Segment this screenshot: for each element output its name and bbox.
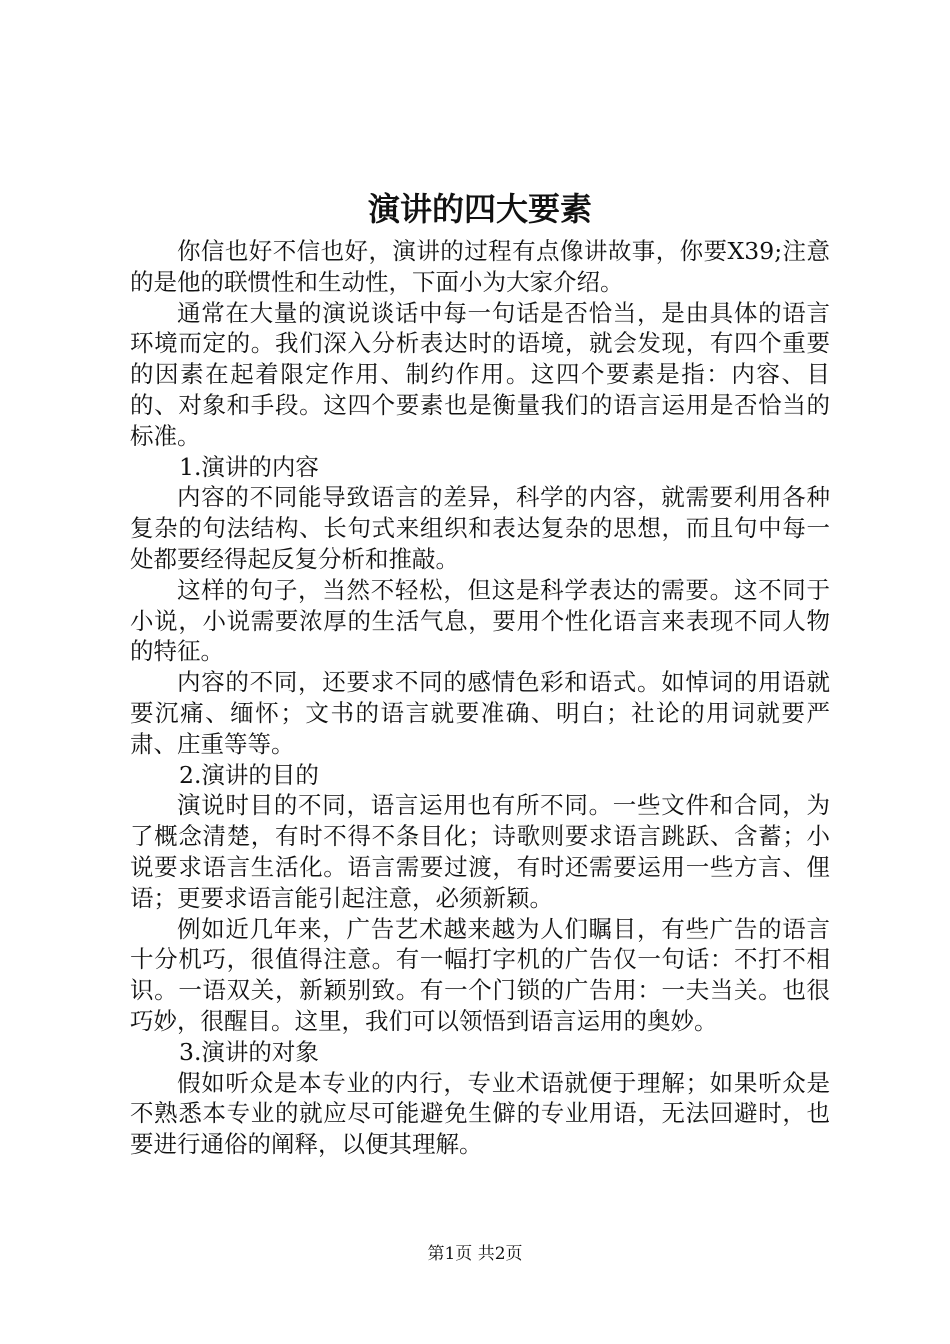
page-number-footer: 第1页 共2页 [427,1244,523,1264]
section-heading-purpose: 2.演讲的目的 [179,760,319,789]
paragraph-purpose-2: 例如近几年来，广告艺术越来越为人们瞩目，有些广告的语言十分机巧，很值得注意。有一幅打字机的广告仅一句话：不打不相识。一语双关，新颖别致。有一个门锁的广告用：一夫当关。也很巧妙，很醒目。这里，我们可以领悟到语言运用的奥妙。 [130,914,830,1035]
section-heading-content: 1.演讲的内容 [179,452,319,481]
paragraph-intro: 你信也好不信也好，演讲的过程有点像讲故事，你要X39;注意的是他的联惯性和生动性，下面小为大家介绍。 [130,237,830,296]
section-heading-audience: 3.演讲的对象 [179,1037,319,1066]
document-body [130,236,830,1160]
document-title: 演讲的四大要素 [367,190,592,228]
paragraph-content-1: 内容的不同能导致语言的差异，科学的内容，就需要利用各种复杂的句法结构、长句式来组织和表达复杂的思想，而且句中每一处都要经得起反复分析和推敲。 [130,483,830,573]
paragraph-context: 通常在大量的演说谈话中每一句话是否恰当，是由具体的语言环境而定的。我们深入分析表达时的语境，就会发现，有四个重要的因素在起着限定作用、制约作用。这四个要素是指：内容、目的、对象和手段。这四个要素也是衡量我们的语言运用是否恰当的标准。 [130,298,830,450]
paragraph-audience-1: 假如听众是本专业的内行，专业术语就便于理解；如果听众是不熟悉本专业的就应尽可能避免生僻的专业用语，无法回避时，也要进行通俗的阐释，以便其理解。 [130,1068,830,1159]
paragraph-content-3: 内容的不同，还要求不同的感情色彩和语式。如悼词的用语就要沉痛、缅怀；文书的语言就要准确、明白；社论的用词就要严肃、庄重等等。 [130,668,830,758]
paragraph-purpose-1: 演说时目的不同，语言运用也有所不同。一些文件和合同，为了概念清楚，有时不得不条目化；诗歌则要求语言跳跃、含蓄；小说要求语言生活化。语言需要过渡，有时还需要运用一些方言、俚语；更要求语言能引起注意，必须新颖。 [130,791,830,912]
paragraph-content-2: 这样的句子，当然不轻松，但这是科学表达的需要。这不同于小说，小说需要浓厚的生活气息，要用个性化语言来表现不同人物的特征。 [130,575,830,666]
document-page [130,182,830,1160]
